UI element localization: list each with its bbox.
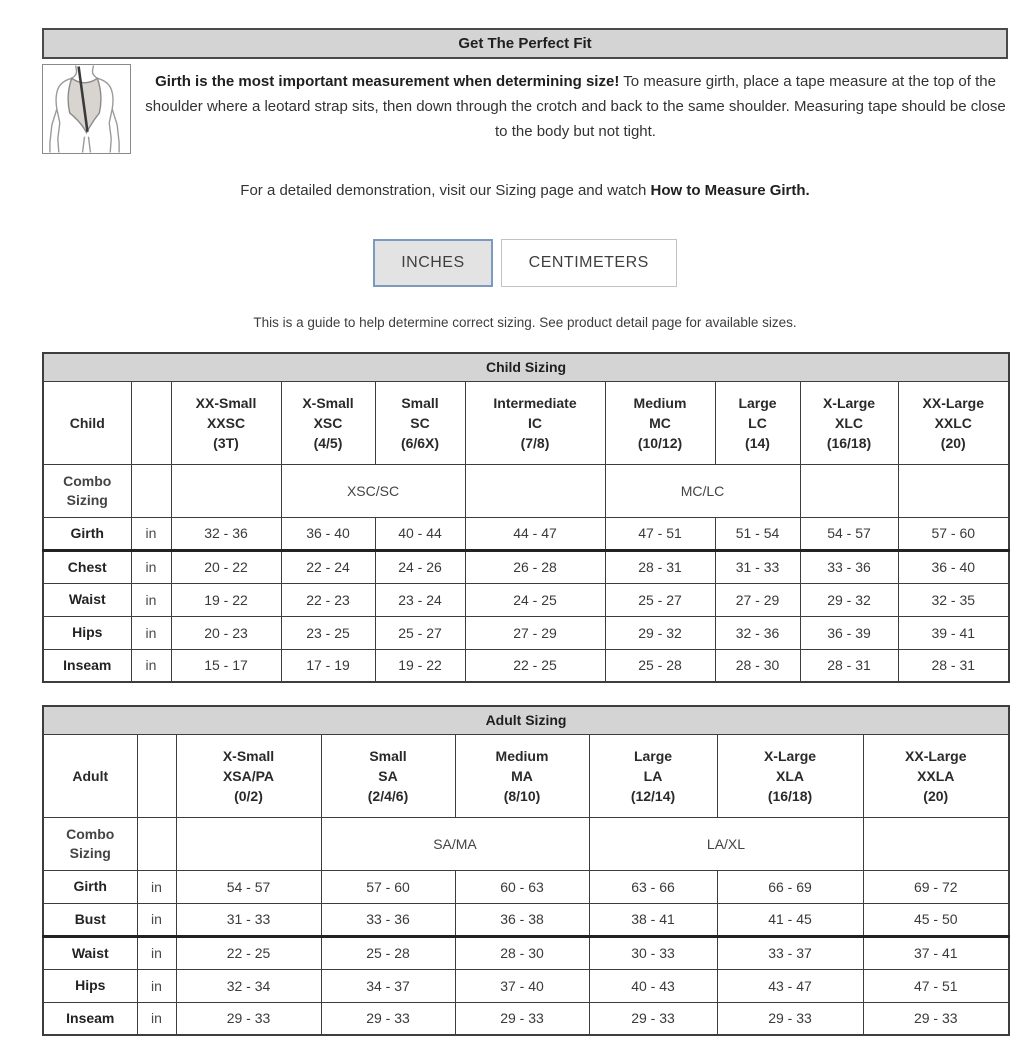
size-header-size: (2/4/6) (367, 787, 409, 804)
measurement-row-label: Hips (43, 969, 137, 1002)
size-column-header (176, 734, 321, 817)
centimeters-button[interactable]: CENTIMETERS (501, 239, 677, 287)
measurement-value-cell: 37 - 40 (455, 969, 589, 1002)
measurement-value-cell: 47 - 51 (863, 969, 1009, 1002)
measurement-row-label: Inseam (43, 649, 131, 682)
combo-cell (800, 464, 898, 517)
measurement-value-cell: 25 - 28 (605, 649, 715, 682)
measurement-value-cell: 33 - 37 (717, 936, 863, 969)
size-header-code: MA (511, 767, 533, 784)
size-header-size: (0/2) (234, 787, 263, 804)
leotard-girth-diagram (42, 64, 131, 154)
table-title: Child Sizing (43, 353, 1009, 381)
measurement-value-cell: 34 - 37 (321, 969, 455, 1002)
size-column-header (281, 381, 375, 464)
measurement-value-cell: 23 - 24 (375, 583, 465, 616)
size-header-code: XLA (776, 767, 804, 784)
size-header-code: XXLA (917, 767, 955, 784)
demo-note-text: For a detailed demonstration, visit our Sizing page and watch (240, 182, 651, 199)
unit-cell: in (137, 1002, 176, 1035)
size-header-code: SC (410, 414, 430, 431)
size-header-code: XSA/PA (222, 767, 275, 784)
size-header-name: Large (633, 747, 673, 764)
measurement-value-cell: 20 - 22 (171, 550, 281, 583)
measurement-value-cell: 32 - 36 (171, 517, 281, 550)
size-header-size: (12/14) (630, 787, 676, 804)
measurement-value-cell: 63 - 66 (589, 870, 717, 903)
size-column-header (605, 381, 715, 464)
measurement-row-label: Hips (43, 616, 131, 649)
demo-note-bold: How to Measure Girth. (650, 182, 810, 199)
measurement-value-cell: 32 - 36 (715, 616, 800, 649)
unit-header-cell (131, 381, 171, 464)
size-header-size: (10/12) (637, 434, 683, 451)
combo-sizing-label (43, 464, 131, 517)
measurement-value-cell: 36 - 38 (455, 903, 589, 936)
size-header-size: (14) (745, 434, 770, 451)
intro-section (42, 64, 1008, 154)
size-column-header (717, 734, 863, 817)
measurement-value-cell: 26 - 28 (465, 550, 605, 583)
size-header-code: XXSC (206, 414, 246, 431)
size-header-name: Medium (633, 394, 687, 411)
measurement-value-cell: 45 - 50 (863, 903, 1009, 936)
measurement-value-cell: 23 - 25 (281, 616, 375, 649)
measurement-value-cell: 40 - 43 (589, 969, 717, 1002)
measurement-value-cell: 31 - 33 (715, 550, 800, 583)
combo-cell: SA/MA (321, 817, 589, 870)
measurement-value-cell: 27 - 29 (715, 583, 800, 616)
size-header-code: LC (748, 414, 767, 431)
measurement-value-cell: 17 - 19 (281, 649, 375, 682)
size-column-header (863, 734, 1009, 817)
measurement-value-cell: 66 - 69 (717, 870, 863, 903)
measurement-value-cell: 44 - 47 (465, 517, 605, 550)
combo-unit-cell (137, 817, 176, 870)
measurement-value-cell: 51 - 54 (715, 517, 800, 550)
measurement-value-cell: 36 - 39 (800, 616, 898, 649)
size-header-code: IC (528, 414, 542, 431)
measurement-value-cell: 27 - 29 (465, 616, 605, 649)
size-header-code: XLC (835, 414, 863, 431)
measurement-value-cell: 57 - 60 (321, 870, 455, 903)
unit-cell: in (131, 616, 171, 649)
table-group-label: Adult (43, 734, 137, 817)
girth-instructions (131, 64, 1008, 154)
size-header-size: (8/10) (503, 787, 541, 804)
size-header-name: Small (369, 747, 407, 764)
size-header-size: (16/18) (767, 787, 813, 804)
table-group-label: Child (43, 381, 131, 464)
size-header-name: XX-Large (905, 747, 967, 764)
combo-label-line: Combo (63, 472, 112, 489)
size-column-header (455, 734, 589, 817)
unit-cell: in (131, 550, 171, 583)
measurement-value-cell: 54 - 57 (176, 870, 321, 903)
size-column-header (898, 381, 1009, 464)
measurement-row-label: Waist (43, 936, 137, 969)
size-header-size: (20) (923, 787, 949, 804)
size-column-header (321, 734, 455, 817)
size-header-name: X-Large (822, 394, 876, 411)
size-column-header (589, 734, 717, 817)
unit-cell: in (137, 936, 176, 969)
measurement-value-cell: 29 - 32 (800, 583, 898, 616)
measurement-value-cell: 29 - 33 (589, 1002, 717, 1035)
measurement-value-cell: 15 - 17 (171, 649, 281, 682)
measurement-value-cell: 22 - 24 (281, 550, 375, 583)
combo-cell (863, 817, 1009, 870)
measurement-value-cell: 29 - 33 (863, 1002, 1009, 1035)
unit-cell: in (131, 517, 171, 550)
measurement-value-cell: 25 - 27 (605, 583, 715, 616)
measurement-value-cell: 29 - 32 (605, 616, 715, 649)
measurement-value-cell: 36 - 40 (281, 517, 375, 550)
size-column-header (465, 381, 605, 464)
size-header-name: Intermediate (493, 394, 577, 411)
measurement-value-cell: 57 - 60 (898, 517, 1009, 550)
size-column-header (171, 381, 281, 464)
measurement-value-cell: 24 - 25 (465, 583, 605, 616)
size-header-name: Large (738, 394, 777, 411)
measurement-value-cell: 28 - 31 (605, 550, 715, 583)
size-header-code: SA (378, 767, 398, 784)
size-header-size: (20) (940, 434, 966, 451)
measurement-row-label: Waist (43, 583, 131, 616)
size-header-code: XXLC (934, 414, 972, 431)
measurement-value-cell: 47 - 51 (605, 517, 715, 550)
size-header-name: Medium (495, 747, 549, 764)
unit-cell: in (137, 969, 176, 1002)
combo-cell (465, 464, 605, 517)
measurement-value-cell: 33 - 36 (800, 550, 898, 583)
measurement-value-cell: 29 - 33 (455, 1002, 589, 1035)
measurement-row-label: Chest (43, 550, 131, 583)
measurement-value-cell: 36 - 40 (898, 550, 1009, 583)
combo-unit-cell (131, 464, 171, 517)
demo-note (42, 182, 1008, 199)
measurement-row-label: Inseam (43, 1002, 137, 1035)
measurement-value-cell: 29 - 33 (717, 1002, 863, 1035)
measurement-value-cell: 28 - 30 (715, 649, 800, 682)
size-column-header (715, 381, 800, 464)
measurement-row-label: Girth (43, 517, 131, 550)
measurement-value-cell: 38 - 41 (589, 903, 717, 936)
measurement-value-cell: 39 - 41 (898, 616, 1009, 649)
combo-sizing-label (43, 817, 137, 870)
measurement-value-cell: 24 - 26 (375, 550, 465, 583)
child-sizing-table (42, 352, 1010, 683)
unit-cell: in (131, 649, 171, 682)
measurement-value-cell: 19 - 22 (375, 649, 465, 682)
combo-cell: MC/LC (605, 464, 800, 517)
size-header-code: MC (649, 414, 671, 431)
measurement-row-label: Bust (43, 903, 137, 936)
measurement-value-cell: 29 - 33 (321, 1002, 455, 1035)
combo-label-line: Combo (66, 825, 115, 842)
unit-toggle (42, 239, 1008, 287)
unit-cell: in (137, 903, 176, 936)
measurement-value-cell: 31 - 33 (176, 903, 321, 936)
measurement-value-cell: 43 - 47 (717, 969, 863, 1002)
measurement-value-cell: 37 - 41 (863, 936, 1009, 969)
measurement-value-cell: 40 - 44 (375, 517, 465, 550)
size-header-size: (4/5) (313, 434, 343, 451)
size-header-size: (6/6X) (400, 434, 440, 451)
leotard-icon (43, 65, 130, 153)
combo-cell (898, 464, 1009, 517)
size-header-name: XX-Small (195, 394, 257, 411)
measurement-value-cell: 22 - 23 (281, 583, 375, 616)
measurement-value-cell: 32 - 34 (176, 969, 321, 1002)
table-title: Adult Sizing (43, 706, 1009, 734)
measurement-value-cell: 30 - 33 (589, 936, 717, 969)
size-header-size: (16/18) (826, 434, 872, 451)
size-header-size: (7/8) (520, 434, 550, 451)
measurement-value-cell: 25 - 28 (321, 936, 455, 969)
inches-button[interactable]: INCHES (373, 239, 492, 287)
size-header-name: X-Small (302, 394, 354, 411)
measurement-value-cell: 60 - 63 (455, 870, 589, 903)
measurement-value-cell: 20 - 23 (171, 616, 281, 649)
measurement-value-cell: 41 - 45 (717, 903, 863, 936)
size-column-header (800, 381, 898, 464)
measurement-value-cell: 28 - 31 (800, 649, 898, 682)
girth-instructions-body: To measure girth, place a tape measure at the top of the shoulder where a leotard strap sits, then down through the crotch and back to the same shoulder. Measuring tape should be close to the body but not tight. (145, 73, 1006, 140)
combo-cell (176, 817, 321, 870)
measurement-value-cell: 33 - 36 (321, 903, 455, 936)
size-column-header (375, 381, 465, 464)
girth-instructions-lead: Girth is the most important measurement when determining size! (155, 73, 620, 90)
size-header-code: LA (643, 767, 663, 784)
measurement-value-cell: 22 - 25 (176, 936, 321, 969)
size-header-name: Small (401, 394, 439, 411)
page-title: Get The Perfect Fit (42, 28, 1008, 59)
measurement-value-cell: 28 - 31 (898, 649, 1009, 682)
adult-sizing-table (42, 705, 1010, 1036)
size-header-name: X-Small (222, 747, 275, 764)
combo-cell: LA/XL (589, 817, 863, 870)
size-header-name: X-Large (763, 747, 817, 764)
size-header-name: XX-Large (922, 394, 984, 411)
unit-cell: in (131, 583, 171, 616)
size-header-size: (3T) (213, 434, 239, 451)
measurement-value-cell: 19 - 22 (171, 583, 281, 616)
measurement-value-cell: 54 - 57 (800, 517, 898, 550)
guide-note: This is a guide to help determine correct sizing. See product detail page for available sizes. (253, 315, 797, 330)
measurement-value-cell: 29 - 33 (176, 1002, 321, 1035)
measurement-value-cell: 28 - 30 (455, 936, 589, 969)
measurement-value-cell: 22 - 25 (465, 649, 605, 682)
combo-label-line: Sizing (66, 491, 108, 508)
measurement-row-label: Girth (43, 870, 137, 903)
measurement-value-cell: 32 - 35 (898, 583, 1009, 616)
sizing-guide-page (42, 28, 1008, 1036)
combo-cell (171, 464, 281, 517)
unit-header-cell (137, 734, 176, 817)
combo-label-line: Sizing (69, 844, 111, 861)
unit-cell: in (137, 870, 176, 903)
combo-cell: XSC/SC (281, 464, 465, 517)
size-header-code: XSC (313, 414, 343, 431)
measurement-value-cell: 25 - 27 (375, 616, 465, 649)
measurement-value-cell: 69 - 72 (863, 870, 1009, 903)
